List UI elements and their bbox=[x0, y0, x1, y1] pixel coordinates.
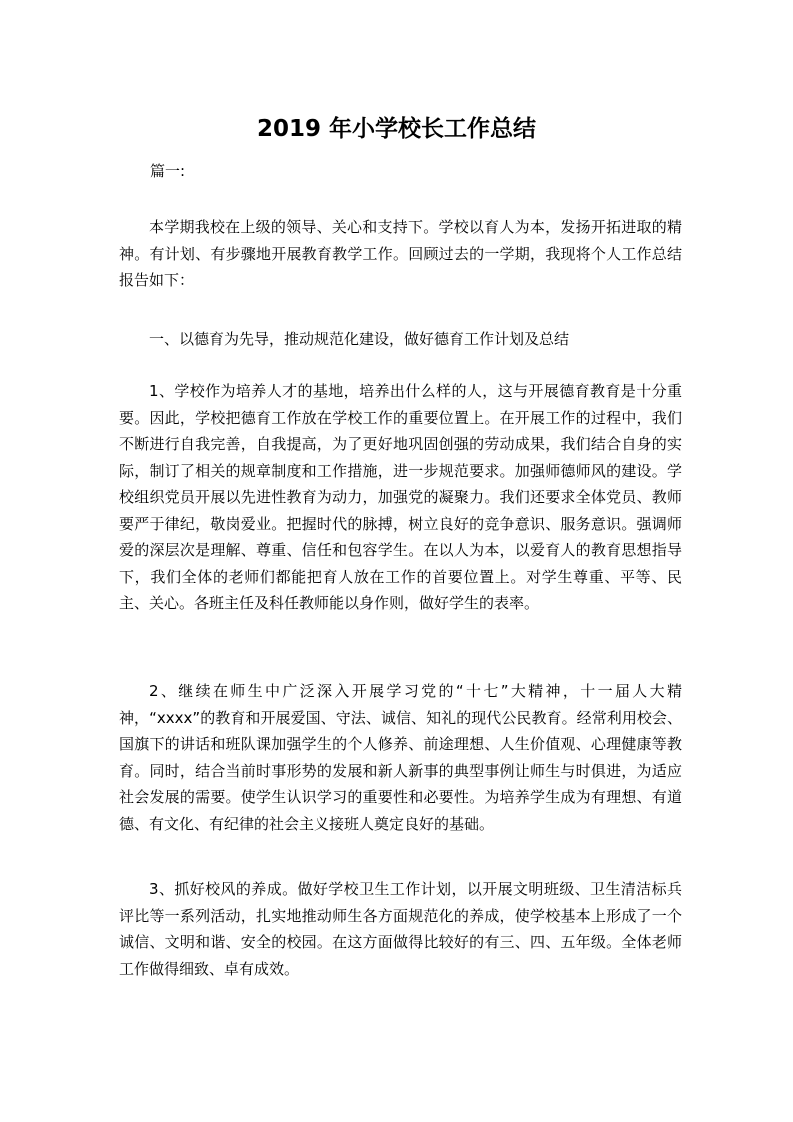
body-paragraph: 2、继续在师生中广泛深入开展学习党的“十七”大精神，十一届人大精神，“xxxx”的教育和开展爱国、守法、诚信、知礼的现代公民教育。经常利用校会、国旗下的讲话和班队课加强学生的个人修养、前途理想、人生价值观、心理健康等教育。同时，结合当前时事形势的发展和新人新事的典型事例让师生与时俱进，为适应社会发展的需要。使学生认识学习的重要性和必要性。为培养学生成为有理想、有道德、有文化、有纪律的社会主义接班人奠定良好的基础。 bbox=[119, 682, 682, 833]
body-paragraph: 1、学校作为培养人才的基地，培养出什么样的人，这与开展德育教育是十分重要。因此，学校把德育工作放在学校工作的重要位置上。在开展工作的过程中，我们不断进行自我完善，自我提高，为了更好地巩固创强的劳动成果，我们结合自身的实际，制订了相关的规章制度和工作措施，进一步规范要求。加强师德师风的建设。学校组织党员开展以先进性教育为动力，加强党的凝聚力。我们还要求全体党员、教师要严于律纪，敬岗爱业。把握时代的脉搏，树立良好的竞争意识、服务意识。强调师爱的深层次是理解、尊重、信任和包容学生。在以人为本，以爱育人的教育思想指导下，我们全体的老师们都能把育人放在工作的首要位置上。对学生尊重、平等、民主、关心。各班主任及科任教师能以身作则，做好学生的表率。 bbox=[119, 382, 682, 612]
document-title: 2019 年小学校长工作总结 bbox=[256, 116, 537, 142]
section-label: 篇一: bbox=[150, 162, 186, 180]
body-paragraph: 3、抓好校风的养成。做好学校卫生工作计划，以开展文明班级、卫生清洁标兵评比等一系列活动，扎实地推动师生各方面规范化的养成，使学校基本上形成了一个诚信、文明和谐、安全的校园。在这方面做得比较好的有三、四、五年级。全体老师工作做得细致、卓有成效。 bbox=[119, 880, 682, 978]
intro-paragraph: 本学期我校在上级的领导、关心和支持下。学校以育人为本，发扬开拓进取的精神。有计划、有步骤地开展教育教学工作。回顾过去的一学期，我现将个人工作总结报告如下： bbox=[119, 218, 682, 289]
section-heading: 一、以德育为先导，推动规范化建设，做好德育工作计划及总结 bbox=[149, 330, 570, 348]
